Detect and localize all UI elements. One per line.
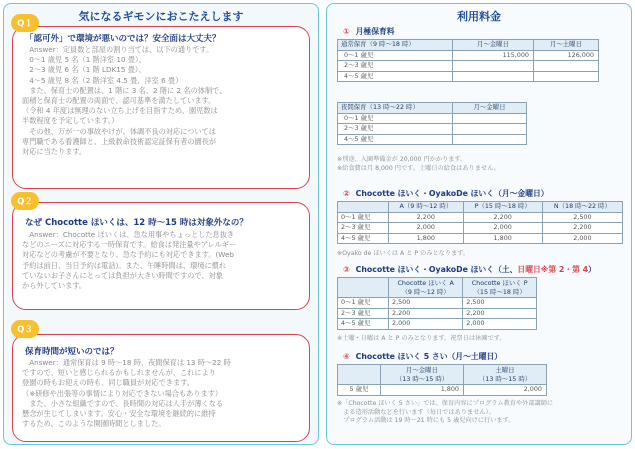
table-cell [453, 134, 527, 145]
faq-q1-badge: Q１ [11, 14, 39, 32]
text-line: また、小さな組織ですので、長時間の対応は人手が薄くなる [22, 398, 224, 408]
text-line: 0〜1 歳児 5 名（1 階洋室 10 畳）、 [22, 55, 146, 65]
table-cell: 0〜1 歳児 [338, 298, 389, 309]
section-3-heading: ③ Chocotte ほいく・OyakoDe ほいく（土、日曜日※第 2・第 4） [343, 265, 596, 274]
text-line: 専門職である看護師と、上級救命技術認定証保有者の園長が [22, 136, 217, 146]
section-1-notes [337, 156, 500, 173]
table-cell: 126,000 [534, 50, 599, 61]
faq-q2-badge: Q２ [11, 192, 39, 210]
table-cell [534, 61, 599, 72]
text-line: （令和 4 年度は無理のない立ち上げを目指すため、園児数は [22, 106, 218, 116]
text-line: 2〜3 歳児 6 名（1 階 LDK15 畳）、 [22, 65, 146, 75]
table-header-cell: P（15 時〜18 時） [463, 202, 542, 213]
table-cell [453, 113, 527, 124]
table-cell [453, 71, 534, 82]
text-line: するため、このような開園時間としました。 [22, 419, 166, 429]
section-3-note: ※土曜・日曜は A と P のみとなります。祝祭日は休園です。 [337, 335, 506, 342]
table-cell: 0〜1 歳児 [338, 50, 453, 61]
weekend-hourly-table [337, 277, 537, 330]
text-line: ですので、短いと感じられるかもしれませんが、これにより [22, 368, 216, 378]
table-cell: 2,200 [542, 223, 622, 234]
monthly-night-table [337, 102, 527, 145]
table-header-cell: N（18 時〜22 時） [542, 202, 622, 213]
table-cell [534, 71, 599, 82]
table-header-cell [338, 365, 381, 385]
table-row [338, 298, 537, 309]
text-line: （※研修や出張等の事情により対応できない場合もあります） [22, 388, 223, 398]
text-line: プログラム活動は 19 時〜21 時にも 5 歳児向けに行います。 [337, 417, 515, 425]
weekday-hourly-table [337, 201, 623, 244]
faq-q2-card [12, 202, 310, 310]
table-row [338, 50, 599, 61]
text-line: 半数程度を予定しています。） [22, 116, 119, 126]
faq-q3-badge: Q３ [11, 320, 39, 338]
faq-q2-answer [22, 230, 301, 291]
faq-q1-card [12, 26, 310, 189]
table-header-cell: Chocotte ほいく A （9 時〜12 時） [389, 278, 463, 298]
table-row [338, 308, 537, 319]
table-header-cell: 通常保育（9 時〜18 時） [338, 40, 453, 51]
text-line: ※「Chocotte ほいく 5 さい」では、保育内容にプログラム教育や外部講師に [337, 400, 554, 407]
table-cell: 1,800 [463, 233, 542, 244]
table-header-cell: A（9 時〜12 時） [389, 202, 464, 213]
table-cell: 2,000 [463, 319, 537, 330]
table-row [338, 113, 527, 124]
table-header-cell [338, 278, 389, 298]
table-header-cell: 土曜日 （13 時〜15 時） [464, 365, 547, 385]
faq-title: 気になるギモンにおこたえします [78, 10, 244, 23]
text-line: 4〜5 歳児 8 名（2 階洋室 4.5 畳、洋室 6 畳） [22, 75, 183, 85]
table-row [338, 124, 527, 135]
faq-q1-question: 「認可外」で環境が悪いのでは？安全面は大丈夫？ [25, 34, 221, 44]
table-cell: 2,000 [389, 223, 464, 234]
text-line: その他、万が一の事故やけが、体調不良の対応については [22, 126, 216, 136]
table-cell: 4〜5 歳児 [338, 71, 453, 82]
table-cell: 0〜1 歳児 [338, 113, 453, 124]
text-line: また、保育士の配置は、1 階に 3 名、2 階に 2 名の体制で、 [22, 85, 227, 95]
table-row [338, 212, 623, 223]
pricing-title: 利用料金 [457, 10, 501, 23]
table-row [338, 233, 623, 244]
table-cell [453, 124, 527, 135]
text-line: 対応に当たります。 [22, 147, 87, 157]
section-4-notes [337, 400, 553, 426]
text-line: よる造形活動などを行います（毎日ではありません）。 [337, 408, 495, 416]
table-cell: 2,000 [463, 223, 542, 234]
table-row [338, 385, 547, 396]
table-cell: 4〜5 歳児 [338, 233, 389, 244]
monthly-regular-table [337, 39, 599, 82]
table-row [338, 319, 537, 330]
table-cell: 5 歳児 [338, 385, 381, 396]
table-cell: 2〜3 歳児 [338, 124, 453, 135]
table-cell: 2,500 [389, 298, 463, 309]
age5-table [337, 364, 547, 396]
text-line: ※給食費は月 8,000 円です。土曜日の給食はありません。 [337, 164, 500, 172]
text-line: 登園の時もお迎えの時も、同じ職員が対応できます。 [22, 378, 194, 388]
text-line: ていないお子さんにとっては負担が大きい時間ですので、対象 [22, 270, 223, 280]
table-cell: 2〜3 歳児 [338, 223, 389, 234]
table-cell: 2,200 [389, 308, 463, 319]
text-line: Answer：定員数と部屋の割り当ては、以下の通りです。 [22, 45, 214, 54]
table-cell: 2,000 [542, 233, 622, 244]
table-header-cell: 月〜土曜日 [534, 40, 599, 51]
table-header-cell: 月〜金曜日 [453, 103, 527, 114]
table-cell: 2〜3 歳児 [338, 61, 453, 72]
faq-panel [3, 3, 319, 445]
text-line: 対応などの考慮が不要となり、急な予約にも対応できます。(Web [22, 250, 234, 260]
table-cell: 4〜5 歳児 [338, 319, 389, 330]
table-cell: 1,800 [389, 233, 464, 244]
table-cell: 2,000 [389, 319, 463, 330]
text-line: Answer：Chocotte ほいくは、急な用事やちょっとした息抜き [22, 230, 235, 239]
faq-q3-answer [22, 358, 301, 429]
section-1-heading: ① 月極保育料 [343, 27, 395, 36]
table-cell: 2,200 [389, 212, 464, 223]
table-cell: 2,000 [464, 385, 547, 396]
table-cell: 2,500 [542, 212, 622, 223]
section-4-heading: ④ Chocotte ほいく 5 さい（月〜土曜日） [343, 352, 503, 361]
faq-q2-question: なぜ Chocotte ほいくは、12 時〜15 時は対象外なの？ [25, 218, 248, 228]
table-cell [453, 61, 534, 72]
pricing-panel [326, 3, 632, 445]
table-cell: 2,200 [463, 308, 537, 319]
table-header-cell: 夜間保育（13 時〜22 時） [338, 103, 453, 114]
faq-q3-card [12, 334, 310, 442]
table-cell: 2,200 [463, 212, 542, 223]
table-header-cell [338, 202, 389, 213]
text-line: から外しています。 [22, 281, 87, 291]
table-cell: 0〜1 歳児 [338, 212, 389, 223]
table-cell: 2〜3 歳児 [338, 308, 389, 319]
text-line: 予約は前日、当日予約は電話)。また、午睡時間は、環境に慣れ [22, 260, 227, 270]
table-row [338, 71, 599, 82]
table-cell: 2,500 [463, 298, 537, 309]
table-row [338, 61, 599, 72]
text-line: などのニーズに対応する一時保育です。給食は発注量やアレルギー [22, 240, 237, 250]
table-header-cell: Chocotte ほいく P （15 時〜18 時） [463, 278, 537, 298]
section-2-heading: ② Chocotte ほいく・OyakoDe ほいく（月〜金曜日） [343, 189, 549, 198]
faq-q1-answer [22, 45, 301, 157]
table-row [338, 223, 623, 234]
table-cell: 4〜5 歳児 [338, 134, 453, 145]
section-2-note: ※Oyako de ほいくは A と P のみとなります。 [337, 250, 470, 257]
table-header-cell: 月〜金曜日 （13 時〜15 時） [381, 365, 464, 385]
text-line: Answer：通常保育は 9 時〜18 時、夜間保育は 13 時〜22 時 [22, 358, 231, 367]
text-line: 懸念が生じてしまいます。安心・安全な環境を継続的に維持 [22, 409, 216, 419]
text-line: ※別途、入園準備金が 20,000 円かかります。 [337, 156, 467, 163]
table-header-cell: 月〜金曜日 [453, 40, 534, 51]
table-cell: 115,000 [453, 50, 534, 61]
faq-q3-question: 保育時間が短いのでは？ [25, 347, 119, 357]
text-line: 面積と保育士の配置の両面で、認可基準を満たしています。 [22, 96, 216, 106]
table-cell: 1,800 [381, 385, 464, 396]
table-row [338, 134, 527, 145]
